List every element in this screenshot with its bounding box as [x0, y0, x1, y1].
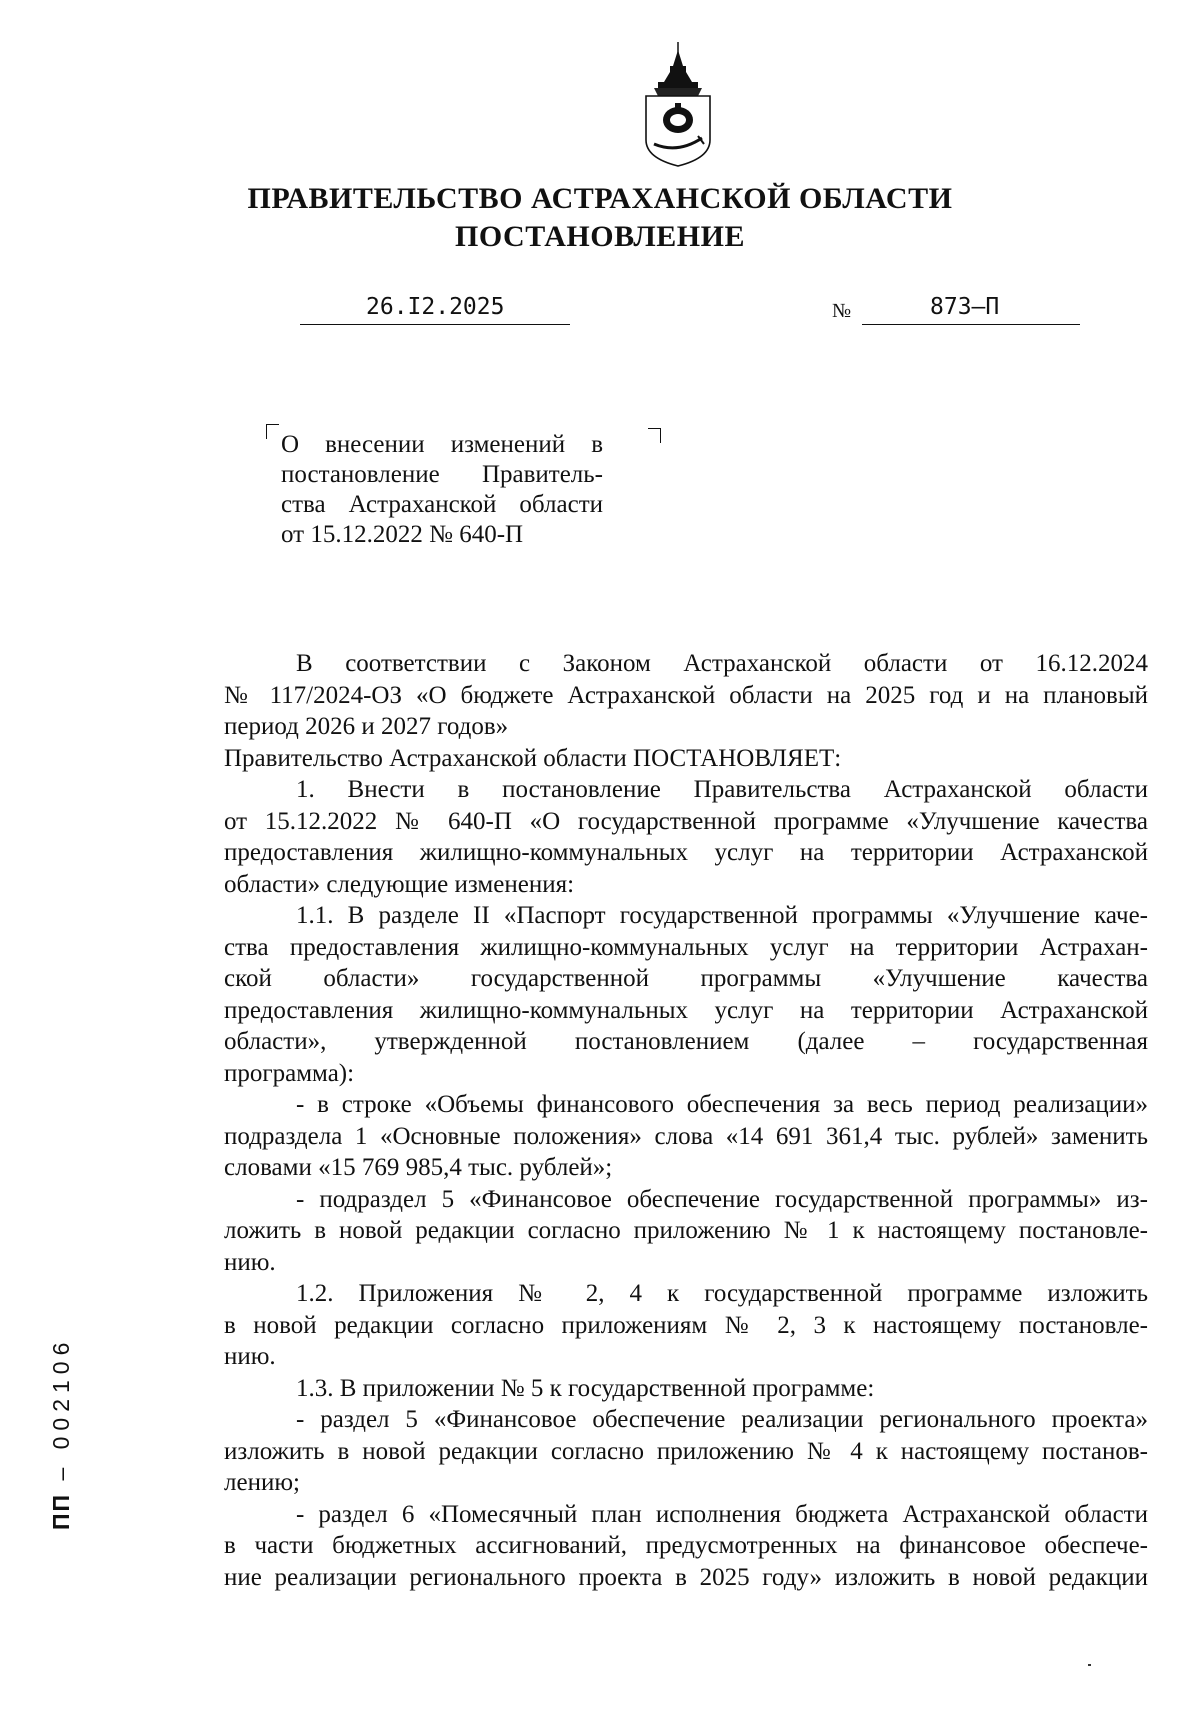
body-line: ние реализации регионального проекта в 2025 году» изложить в новой редакции: [224, 1563, 1148, 1591]
body-line: нию.: [224, 1248, 276, 1276]
document-number: 873–П: [930, 294, 1000, 320]
body-line: нию.: [224, 1343, 276, 1370]
subject-corner-right: [648, 428, 661, 443]
body-line: области», утвержденной постановлением (далее – государственная: [224, 1028, 1148, 1055]
body-line: предоставления жилищно-коммунальных услуг на территории Астраханской: [224, 996, 1148, 1024]
body-line: словами «15 769 985,4 тыс. рублей»;: [224, 1154, 613, 1181]
body-line: лению;: [224, 1469, 300, 1496]
body-line: - раздел 5 «Финансовое обеспечение реализации регионального проекта»: [296, 1406, 1148, 1433]
form-serial-prefix: ПП: [48, 1492, 74, 1530]
body-line: ской области» государственной программы «Улучшение качества: [224, 965, 1148, 992]
body-line: в новой редакции согласно приложениям № 2, 3 к настоящему постановле-: [224, 1311, 1148, 1339]
body-line: области» следующие изменения:: [224, 870, 575, 898]
body-line: 1.2. Приложения № 2, 4 к государственной программе изложить: [296, 1280, 1148, 1307]
body-line: В соответствии с Законом Астраханской области от 16.12.2024: [296, 650, 1148, 677]
government-title: ПРАВИТЕЛЬСТВО АСТРАХАНСКОЙ ОБЛАСТИ: [247, 182, 953, 215]
scan-speck: [1088, 1664, 1091, 1666]
body-line: - раздел 6 «Помесячный план исполнения бюджета Астраханской области: [296, 1500, 1148, 1528]
subject-line: ства Астраханской области: [281, 491, 603, 518]
document-date: 26.I2.2025: [366, 294, 505, 320]
body-line: 1.3. В приложении № 5 к государственной программе:: [296, 1374, 875, 1402]
form-serial-number: [48, 1270, 75, 1530]
body-line: 1.1. В разделе II «Паспорт государственной программы «Улучшение каче-: [296, 902, 1148, 929]
document-number-field: [862, 296, 1080, 325]
form-serial-digits: – 002106: [48, 1336, 74, 1481]
subject-line: О внесении изменений в: [281, 431, 603, 458]
document-type: ПОСТАНОВЛЕНИЕ: [455, 220, 745, 253]
body-line: изложить в новой редакции согласно приложению № 4 к настоящему постанов-: [224, 1437, 1148, 1465]
document-date-field: [300, 296, 570, 325]
body-line: программа):: [224, 1059, 355, 1087]
subject-line: от 15.12.2022 № 640-П: [281, 521, 524, 548]
body-line: - подраздел 5 «Финансовое обеспечение государственной программы» из-: [296, 1185, 1148, 1213]
body-line: 1. Внести в постановление Правительства Астраханской области: [296, 776, 1148, 803]
subject-line: постановление Правитель-: [281, 461, 603, 488]
body-line: подраздела 1 «Основные положения» слова «14 691 361,4 тыс. рублей» заменить: [224, 1122, 1148, 1150]
body-line: в части бюджетных ассигнований, предусмотренных на финансовое обеспече-: [224, 1532, 1148, 1559]
number-sign: №: [832, 300, 852, 322]
document-subject: [281, 430, 603, 550]
coat-of-arms-emblem: [640, 40, 716, 170]
document-body: [224, 648, 1148, 1593]
body-line: № 117/2024-ОЗ «О бюджете Астраханской области на 2025 год и на плановый: [224, 681, 1148, 709]
body-line: предоставления жилищно-коммунальных услуг на территории Астраханской: [224, 839, 1148, 866]
body-line: - в строке «Объемы финансового обеспечения за весь период реализации»: [296, 1091, 1148, 1118]
body-line: от 15.12.2022 № 640-П «О государственной программе «Улучшение качества: [224, 807, 1148, 835]
body-line: Правительство Астраханской области ПОСТАНОВЛЯЕТ:: [224, 744, 842, 772]
body-line: ства предоставления жилищно-коммунальных услуг на территории Астрахан-: [224, 933, 1148, 961]
subject-corner-left: [266, 424, 279, 439]
body-line: ложить в новой редакции согласно приложению № 1 к настоящему постановле-: [224, 1217, 1148, 1244]
body-line: период 2026 и 2027 годов»: [224, 713, 509, 740]
